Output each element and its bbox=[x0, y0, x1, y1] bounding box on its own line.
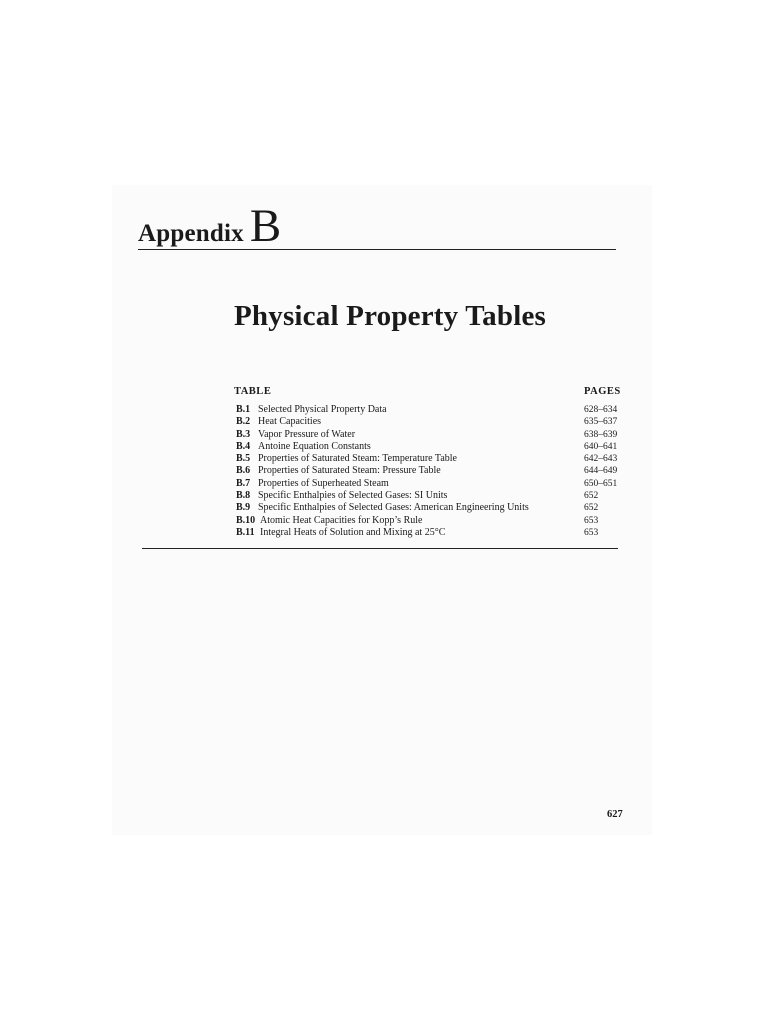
entry-title: Specific Enthalpies of Selected Gases: American Engineering Units bbox=[258, 502, 529, 514]
entry-title: Antoine Equation Constants bbox=[258, 440, 371, 452]
entry-number: B.3 bbox=[236, 428, 251, 440]
entry-title: Properties of Saturated Steam: Temperature Table bbox=[258, 453, 457, 465]
top-rule bbox=[138, 249, 616, 250]
entry-pages: 653 bbox=[584, 515, 599, 526]
appendix-heading bbox=[138, 200, 282, 252]
table-entry bbox=[234, 490, 634, 502]
table-entry bbox=[234, 429, 634, 441]
entry-pages: 635–637 bbox=[584, 417, 618, 428]
entry-pages: 653 bbox=[584, 527, 599, 538]
entry-title: Specific Enthalpies of Selected Gases: SI Units bbox=[258, 490, 448, 502]
table-entry bbox=[234, 465, 634, 477]
page-title: Physical Property Tables bbox=[234, 300, 547, 332]
table-list bbox=[234, 404, 634, 539]
entry-pages: 644–649 bbox=[584, 466, 618, 477]
entry-pages: 642–643 bbox=[584, 454, 618, 465]
entry-pages: 638–639 bbox=[584, 429, 618, 440]
entry-title: Properties of Saturated Steam: Pressure Table bbox=[258, 465, 441, 477]
page-number: 627 bbox=[607, 809, 623, 820]
entry-pages: 652 bbox=[584, 491, 599, 502]
entry-title: Selected Physical Property Data bbox=[258, 404, 387, 415]
appendix-word: Appendix bbox=[138, 220, 244, 247]
entry-pages: 652 bbox=[584, 503, 599, 514]
entry-number: B.11 bbox=[236, 526, 255, 538]
entry-pages: 650–651 bbox=[584, 478, 618, 489]
entry-number: B.2 bbox=[236, 416, 251, 428]
entry-title: Heat Capacities bbox=[258, 416, 322, 428]
table-entry bbox=[234, 527, 634, 539]
entry-number: B.8 bbox=[236, 490, 251, 502]
entry-number: B.10 bbox=[236, 514, 256, 526]
entry-title: Atomic Heat Capacities for Kopp’s Rule bbox=[260, 514, 423, 526]
table-entry bbox=[234, 453, 634, 465]
bottom-rule bbox=[142, 548, 618, 549]
table-entry bbox=[234, 502, 634, 514]
entry-title: Vapor Pressure of Water bbox=[258, 428, 356, 440]
entry-number: B.7 bbox=[236, 477, 251, 489]
table-entry bbox=[234, 478, 634, 490]
table-entry bbox=[234, 515, 634, 527]
entry-pages: 640–641 bbox=[584, 441, 618, 452]
table-column-header: TABLE bbox=[234, 386, 272, 397]
entry-title: Properties of Superheated Steam bbox=[258, 477, 389, 489]
appendix-letter: B bbox=[249, 200, 282, 252]
entry-number: B.6 bbox=[236, 465, 251, 477]
pages-column-header: PAGES bbox=[584, 386, 621, 397]
entry-number: B.1 bbox=[236, 404, 251, 415]
entry-number: B.5 bbox=[236, 453, 251, 465]
entry-pages: 628–634 bbox=[584, 405, 618, 415]
table-entry bbox=[234, 416, 634, 428]
entry-number: B.9 bbox=[236, 502, 251, 514]
entry-number: B.4 bbox=[236, 440, 251, 452]
entry-title: Integral Heats of Solution and Mixing at 25°C bbox=[260, 526, 446, 538]
table-entry bbox=[234, 441, 634, 453]
table-entry bbox=[234, 404, 634, 416]
